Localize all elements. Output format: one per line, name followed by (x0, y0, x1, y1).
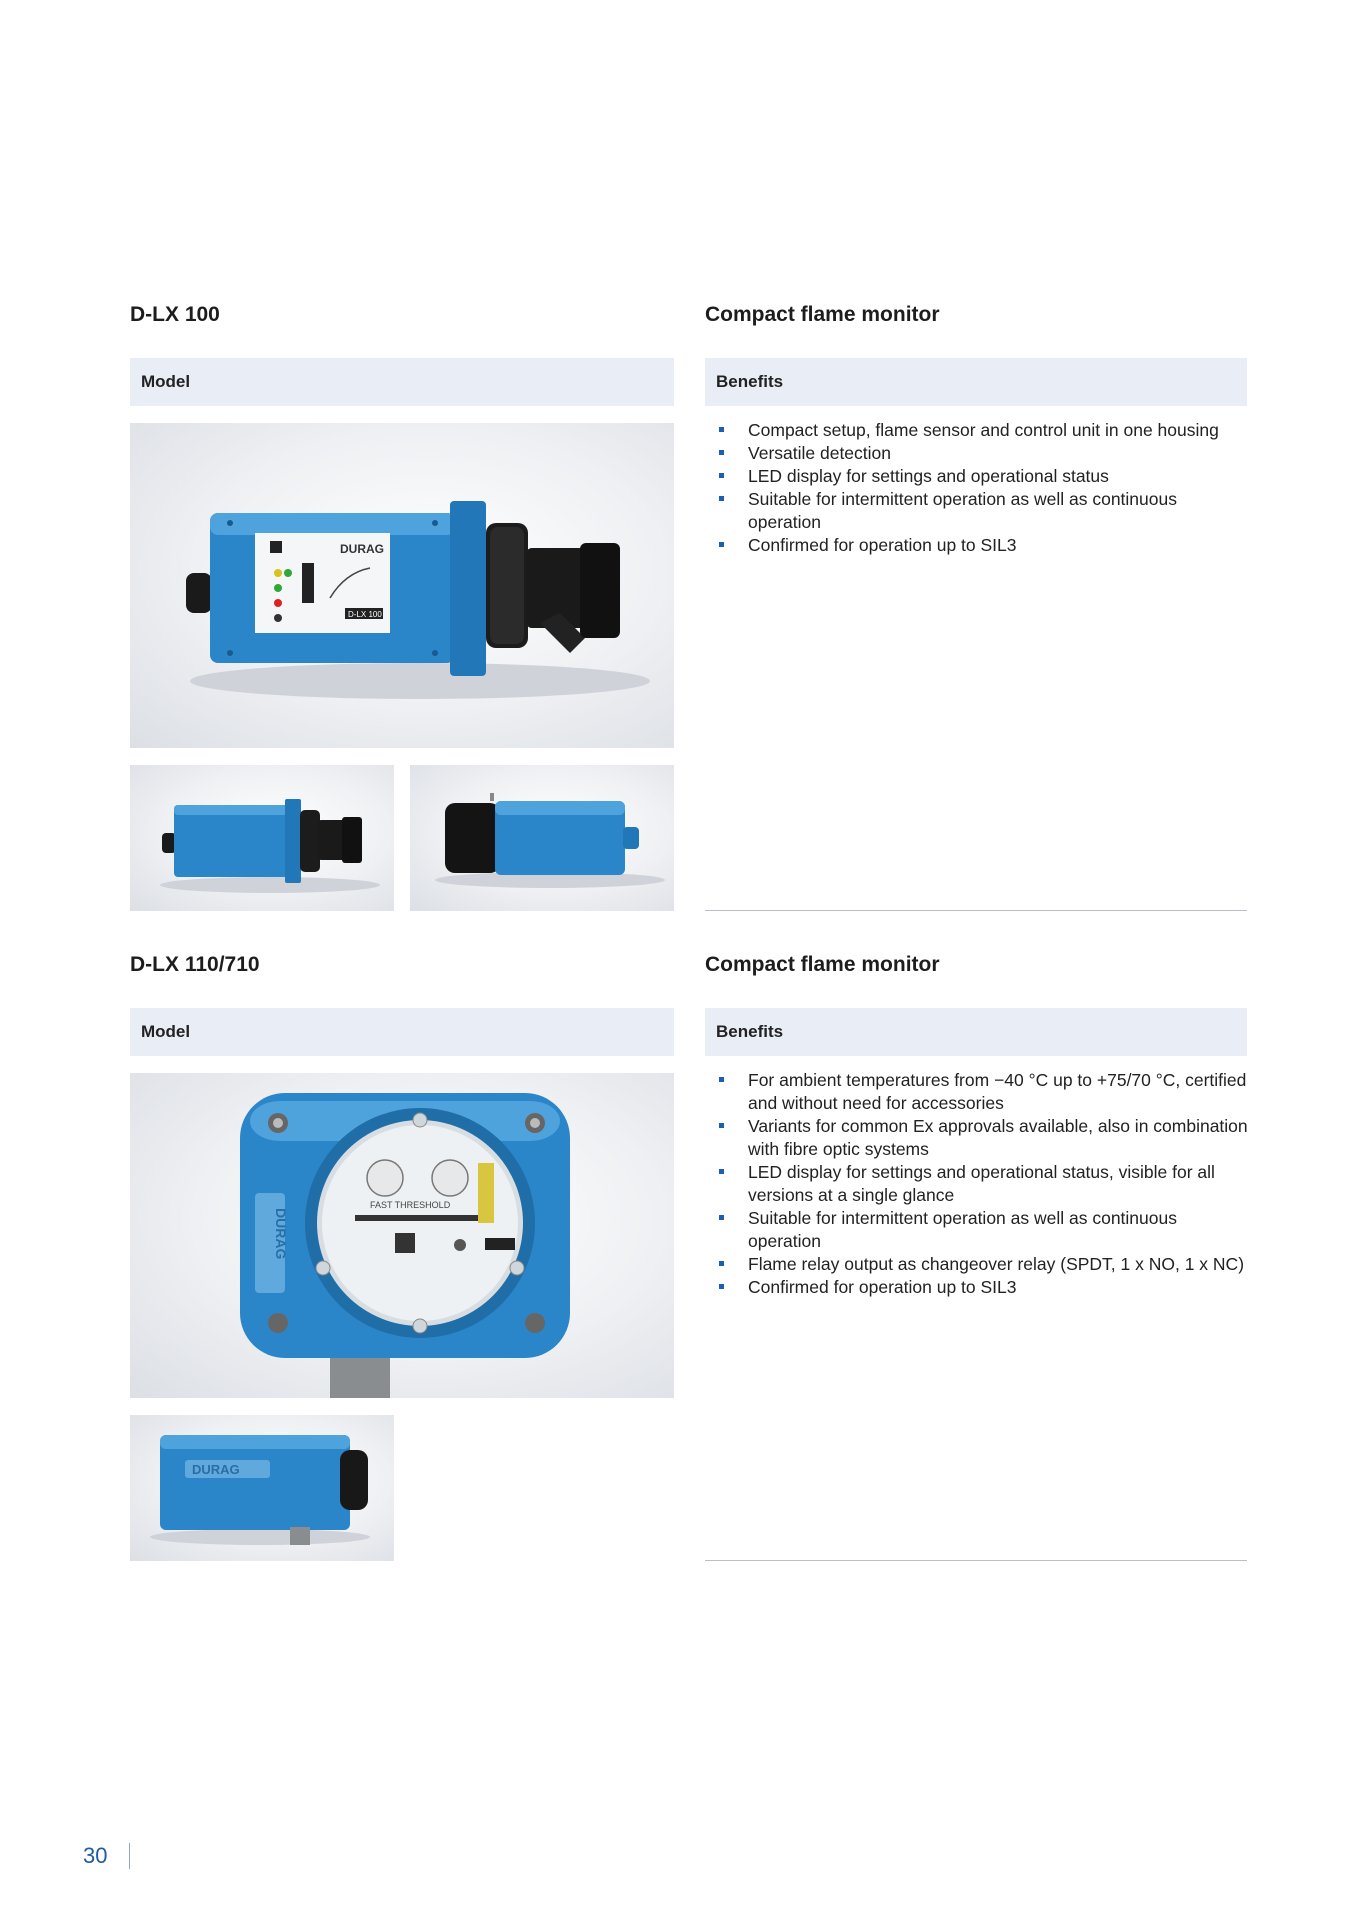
product-photo-thumb-1 (130, 1415, 394, 1561)
benefits-list (705, 419, 1250, 557)
list-item: LED display for settings and operational status, visible for all versions at a single glance (705, 1161, 1250, 1207)
list-item: Versatile detection (705, 442, 1250, 465)
model-label: Model (141, 1022, 191, 1041)
product-headline: Compact flame monitor (705, 303, 940, 326)
list-item: Confirmed for operation up to SIL3 (705, 1276, 1250, 1299)
section-divider (705, 1560, 1247, 1561)
section-divider (705, 910, 1247, 911)
thumb-brand: DURAG (192, 1462, 240, 1477)
product-headline: Compact flame monitor (705, 953, 940, 976)
page-number: 30 (83, 1843, 108, 1868)
benefits-label: Benefits (716, 1022, 784, 1041)
product-photo-main (130, 423, 674, 748)
benefits-band (705, 1008, 1247, 1056)
product-photo-thumb-2 (410, 765, 674, 911)
benefits-label: Benefits (716, 372, 784, 391)
model-label: Model (141, 372, 191, 391)
panel-brand: DURAG (340, 542, 384, 556)
panel-brand: DURAG (273, 1208, 289, 1260)
list-item: Variants for common Ex approvals available, also in combination with fibre optic systems (705, 1115, 1250, 1161)
product-photo-main (130, 1073, 674, 1398)
product-photo-thumb-1 (130, 765, 394, 911)
list-item: Confirmed for operation up to SIL3 (705, 534, 1250, 557)
page-number-divider (129, 1843, 130, 1869)
model-band (130, 358, 674, 406)
product-title: D-LX 100 (130, 303, 220, 326)
benefits-list (705, 1069, 1250, 1299)
model-band (130, 1008, 674, 1056)
benefits-band (705, 358, 1247, 406)
panel-label: FAST THRESHOLD (370, 1200, 451, 1210)
list-item: LED display for settings and operational status (705, 465, 1250, 488)
panel-model: D-LX 100 (348, 610, 382, 619)
list-item: Suitable for intermittent operation as well as continuous operation (705, 1207, 1250, 1253)
list-item: For ambient temperatures from −40 °C up to +75/70 °C, certified and without need for accessories (705, 1069, 1250, 1115)
list-item: Flame relay output as changeover relay (SPDT, 1 x NO, 1 x NC) (705, 1253, 1250, 1276)
product-title: D-LX 110/710 (130, 953, 260, 976)
list-item: Suitable for intermittent operation as well as continuous operation (705, 488, 1250, 534)
list-item: Compact setup, flame sensor and control unit in one housing (705, 419, 1250, 442)
